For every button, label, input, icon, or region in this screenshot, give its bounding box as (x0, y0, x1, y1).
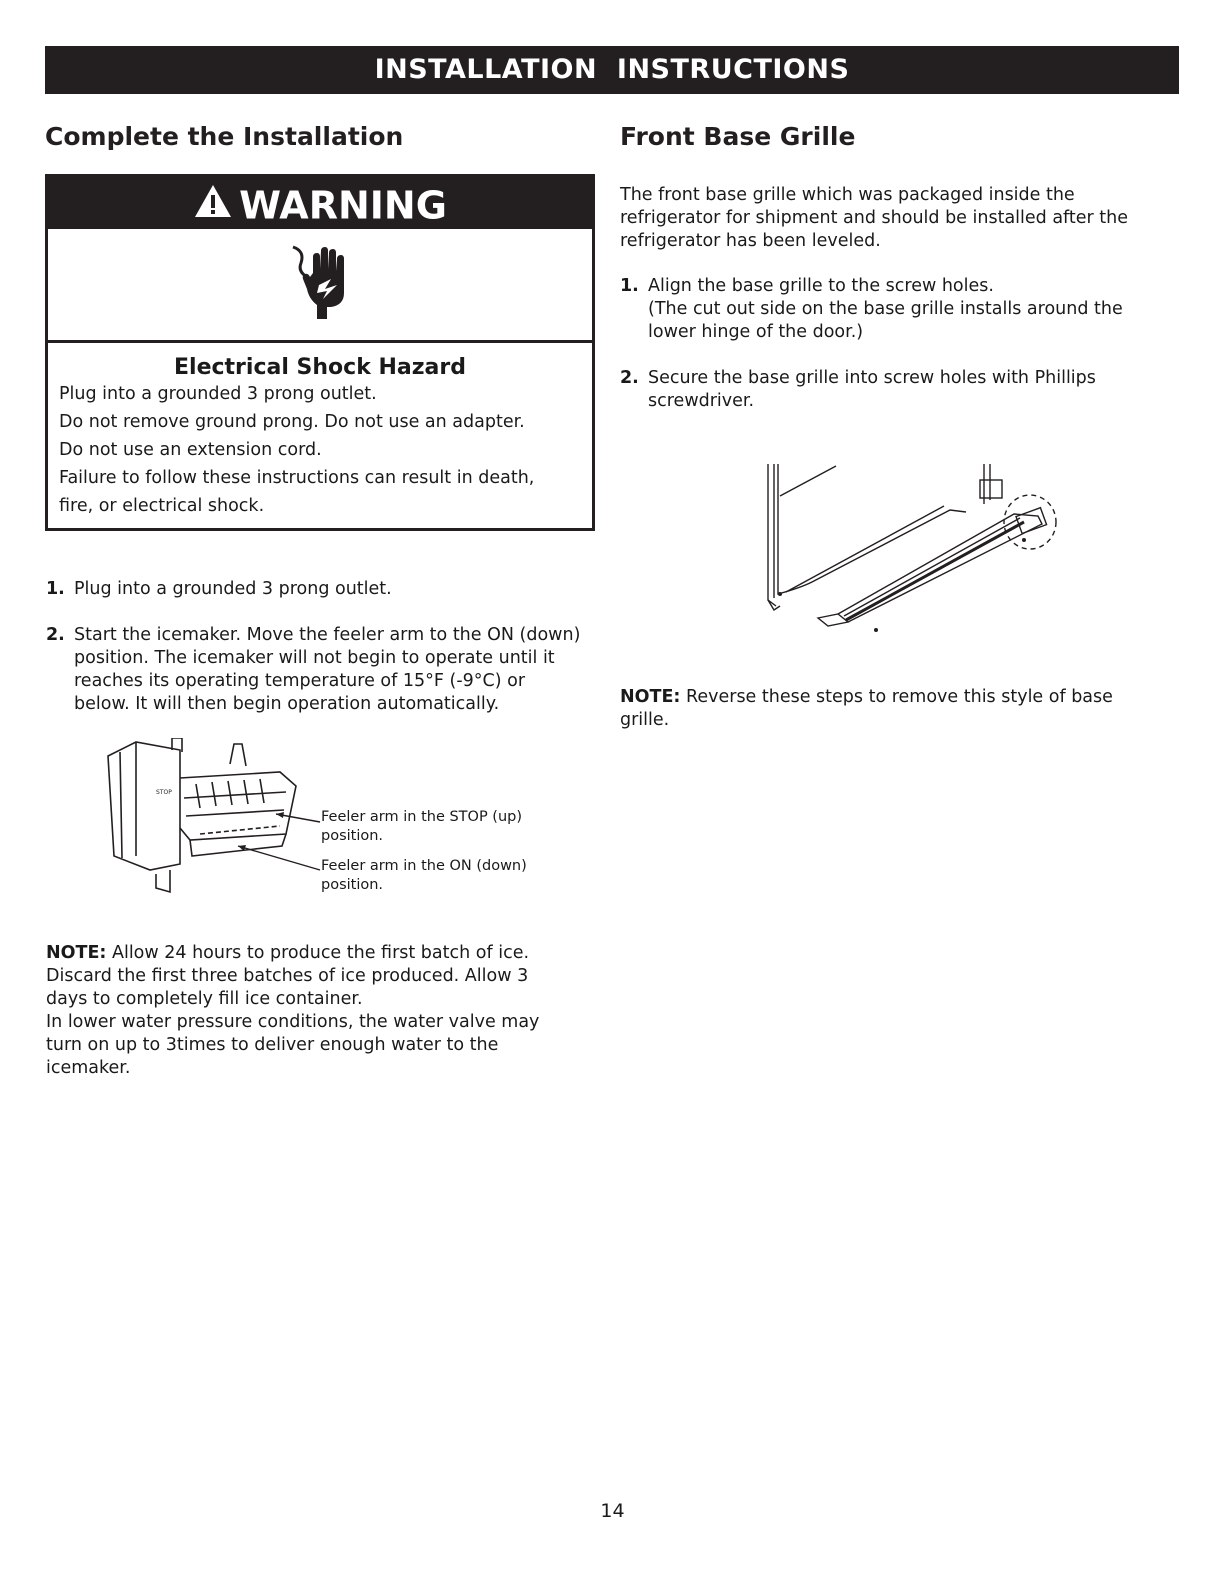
warning-title: WARNING (239, 183, 447, 228)
warning-box (45, 174, 595, 531)
hazard-line: Do not remove ground prong. Do not use an adapter. (59, 412, 525, 432)
base-grille-illustration (740, 460, 1070, 650)
warning-header (48, 177, 592, 229)
page-banner: INSTALLATION INSTRUCTIONS (45, 46, 1179, 94)
step-number: 2. (620, 368, 639, 388)
note-label: NOTE: (46, 943, 107, 963)
hazard-line: fire, or electrical shock. (59, 496, 265, 516)
step-number: 2. (46, 625, 65, 645)
section-heading-front-base-grille: Front Base Grille (620, 122, 856, 151)
grille-note (620, 686, 1150, 732)
icemaker-illustration (100, 738, 330, 898)
step-number: 1. (620, 276, 639, 296)
list-item (620, 275, 1160, 344)
hazard-line: Plug into a grounded 3 prong outlet. (59, 384, 377, 404)
callout-stop-position: Feeler arm in the STOP (up) position. (321, 809, 523, 844)
step-text: Secure the base grille into screw holes with Phillips screwdriver. (648, 368, 1096, 411)
hazard-title: Electrical Shock Hazard (174, 355, 466, 380)
note-text: Allow 24 hours to produce the first batch of ice. Discard the first three batches of ice produced. Allow 3 days to completely fill ice container. (46, 943, 530, 1009)
icemaker-note (46, 942, 566, 1011)
warning-icon-area (48, 229, 592, 343)
hazard-line: Do not use an extension cord. (59, 440, 322, 460)
note-text: Reverse these steps to remove this style of base grille. (620, 687, 1113, 730)
icemaker-note-continued: In lower water pressure conditions, the water valve may turn on up to 3times to deliver enough water to the icemaker. (46, 1012, 540, 1078)
grille-intro: The front base grille which was packaged inside the refrigerator for shipment and should be installed after the refrigerator has been leveled. (620, 185, 1129, 251)
callout-on-position: Feeler arm in the ON (down) position. (321, 858, 527, 893)
note-label: NOTE: (620, 687, 681, 707)
step-text: Start the icemaker. Move the feeler arm to the ON (down) position. The icemaker will not begin to operate until it reaches its operating temperature of 15°F (-9°C) or below. It will then begin operation automatically. (74, 625, 581, 714)
step-subtext: (The cut out side on the base grille installs around the lower hinge of the door.) (648, 299, 1123, 342)
electrical-shock-hand-icon (291, 243, 351, 323)
step-number: 1. (46, 579, 65, 599)
hazard-instructions (59, 380, 592, 520)
step-text: Plug into a grounded 3 prong outlet. (74, 579, 392, 599)
list-item (46, 578, 586, 601)
list-item (46, 624, 586, 716)
section-heading-complete-installation: Complete the Installation (45, 122, 404, 151)
list-item (620, 367, 1160, 413)
grille-steps (620, 275, 1160, 436)
stop-label: STOP (156, 789, 172, 796)
icemaker-steps (46, 578, 586, 739)
step-text: Align the base grille to the screw holes. (648, 276, 994, 296)
page-number: 14 (600, 1500, 625, 1522)
hazard-line: Failure to follow these instructions can result in death, (59, 468, 535, 488)
warning-triangle-icon (193, 180, 233, 232)
